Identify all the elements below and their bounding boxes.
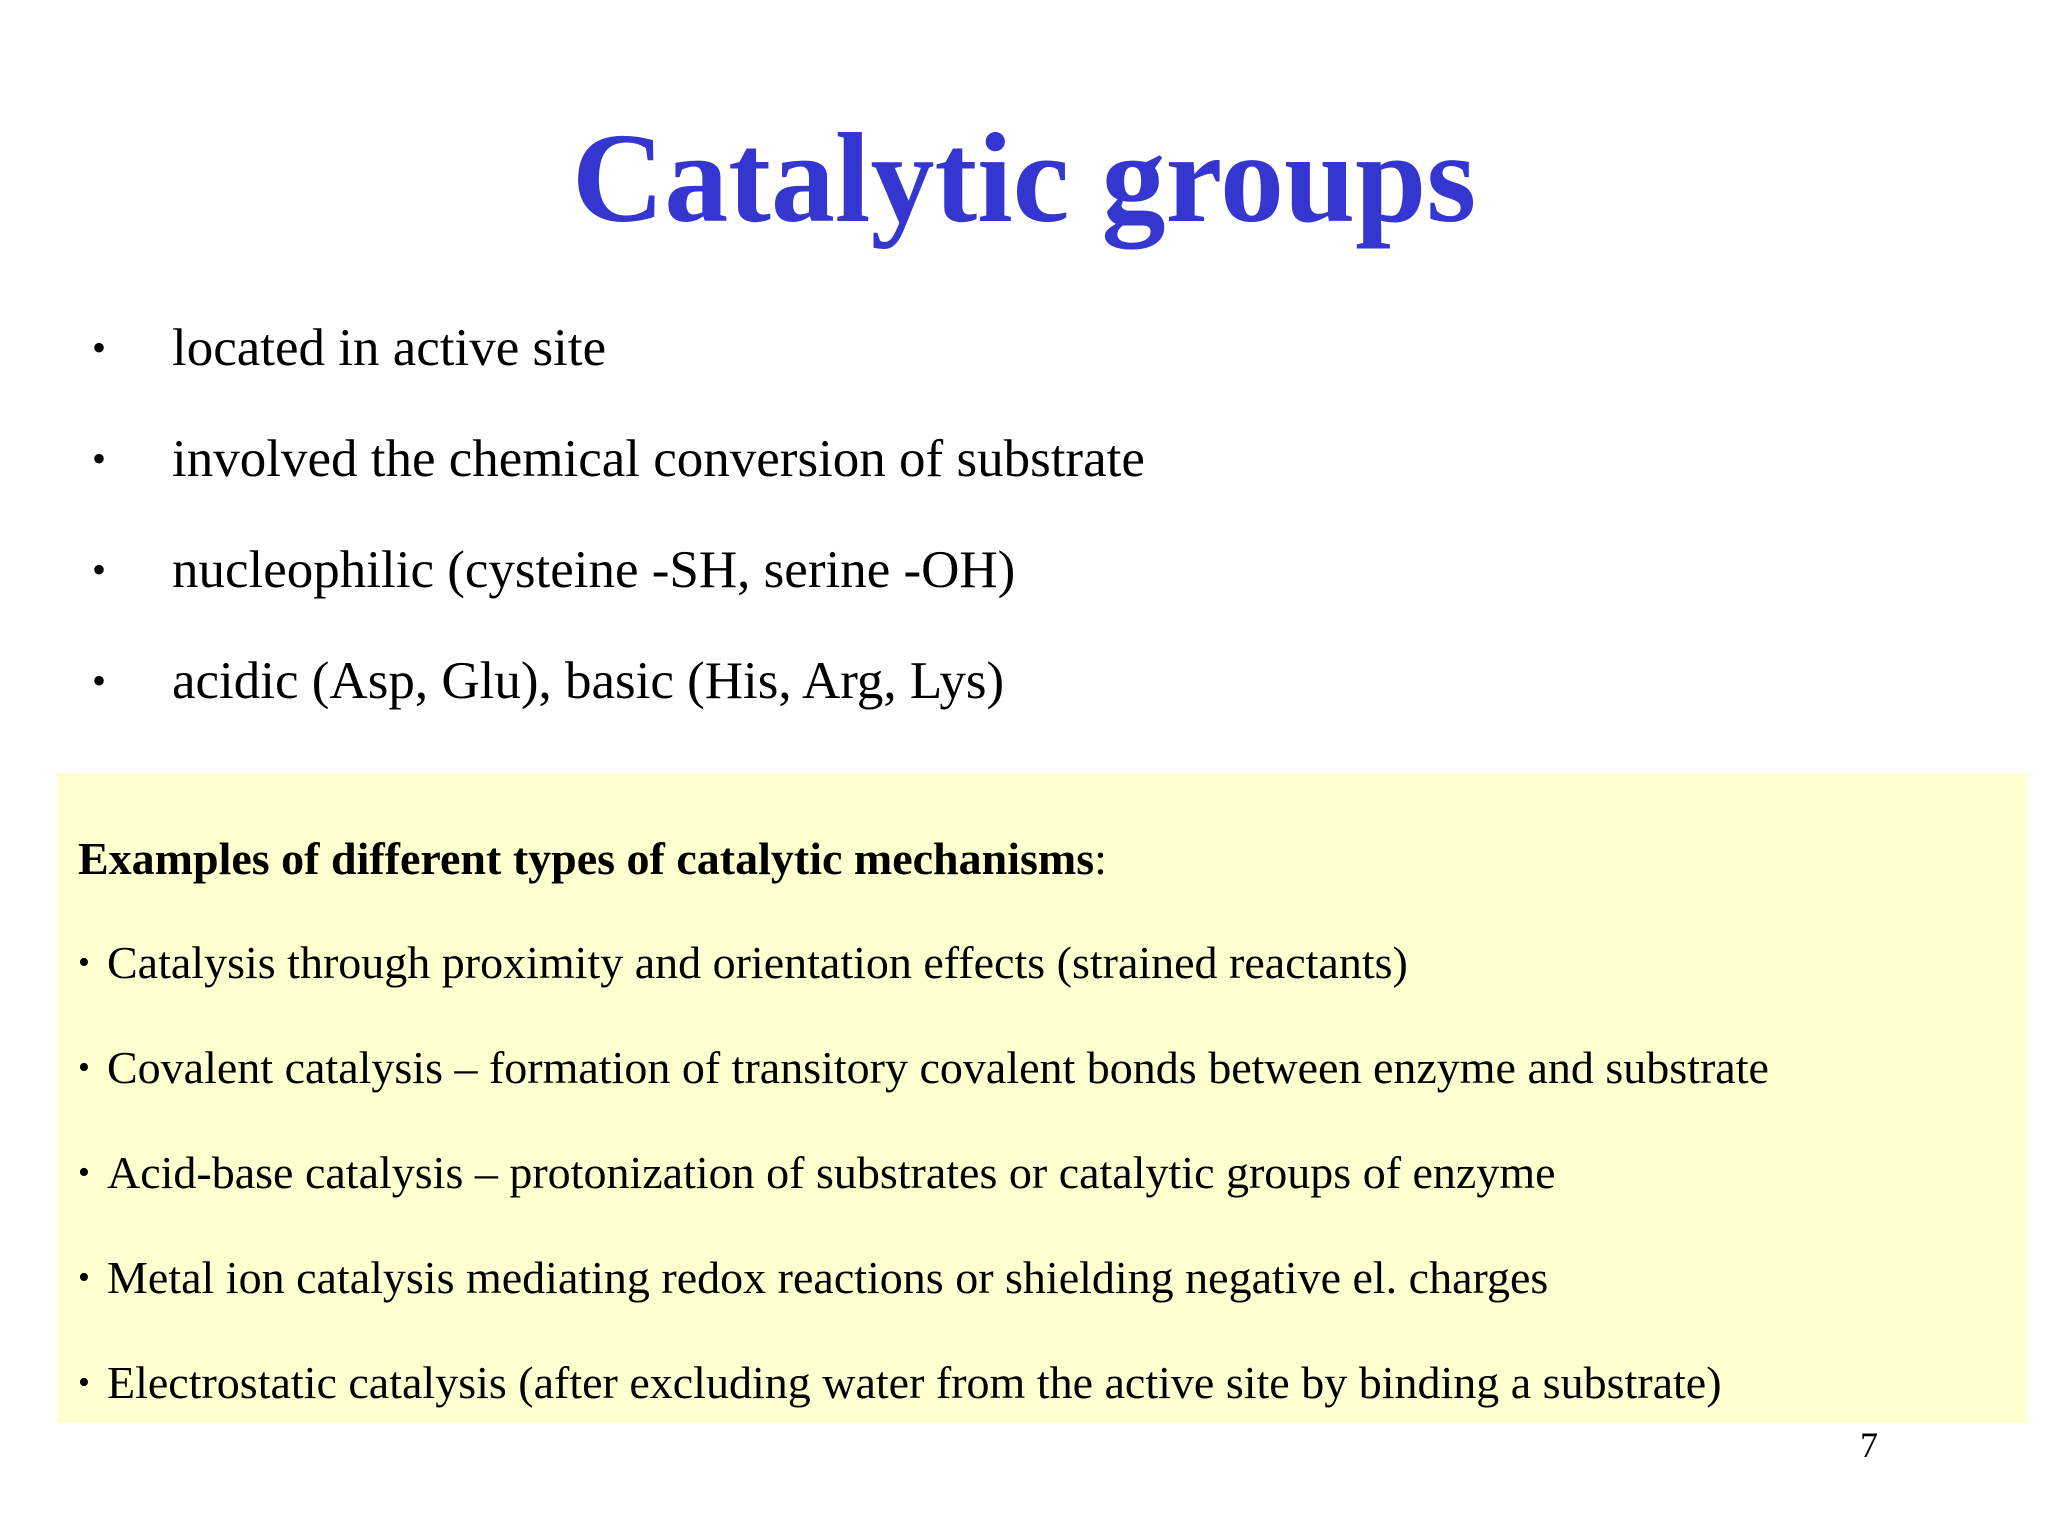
examples-heading-colon: : [1094,833,1107,884]
bullet-item [0,308,2048,419]
example-item [78,933,1769,1038]
bullet-item [0,530,2048,641]
example-item [78,1248,1769,1353]
examples-box [57,773,2027,1423]
bullet-dot-icon: • [78,1154,90,1191]
bullet-item [0,641,2048,752]
example-text: Metal ion catalysis mediating redox reactions or shielding negative el. charges [107,1252,1549,1303]
slide-title: Catalytic groups [571,107,1477,249]
bullet-dot-icon: • [92,436,107,481]
bullet-dot-icon: • [92,325,107,370]
examples-heading [78,829,1107,889]
examples-heading-text: Examples of different types of catalytic mechanisms [78,833,1095,884]
bullet-dot-icon: • [78,1049,90,1086]
example-text: Catalysis through proximity and orientation effects (strained reactants) [107,937,1408,988]
bullet-text: located in active site [172,319,607,377]
main-bullet-list [0,308,2048,752]
bullet-dot-icon: • [78,944,90,981]
example-text: Acid-base catalysis – protonization of substrates or catalytic groups of enzyme [107,1147,1556,1198]
example-item [78,1353,1769,1458]
bullet-dot-icon: • [78,1259,90,1296]
bullet-text: involved the chemical conversion of substrate [172,430,1145,488]
bullet-text: nucleophilic (cysteine -SH, serine -OH) [172,541,1016,599]
bullet-item [0,419,2048,530]
example-item [78,1143,1769,1248]
example-text: Electrostatic catalysis (after excluding water from the active site by binding a substrate) [107,1357,1722,1408]
example-text: Covalent catalysis – formation of transitory covalent bonds between enzyme and substrate [107,1042,1769,1093]
bullet-dot-icon: • [92,547,107,592]
example-item [78,1038,1769,1143]
examples-list [78,933,1769,1458]
bullet-dot-icon: • [78,1364,90,1401]
bullet-dot-icon: • [92,658,107,703]
bullet-text: acidic (Asp, Glu), basic (His, Arg, Lys) [172,652,1005,710]
page-number: 7 [1860,1425,1878,1465]
